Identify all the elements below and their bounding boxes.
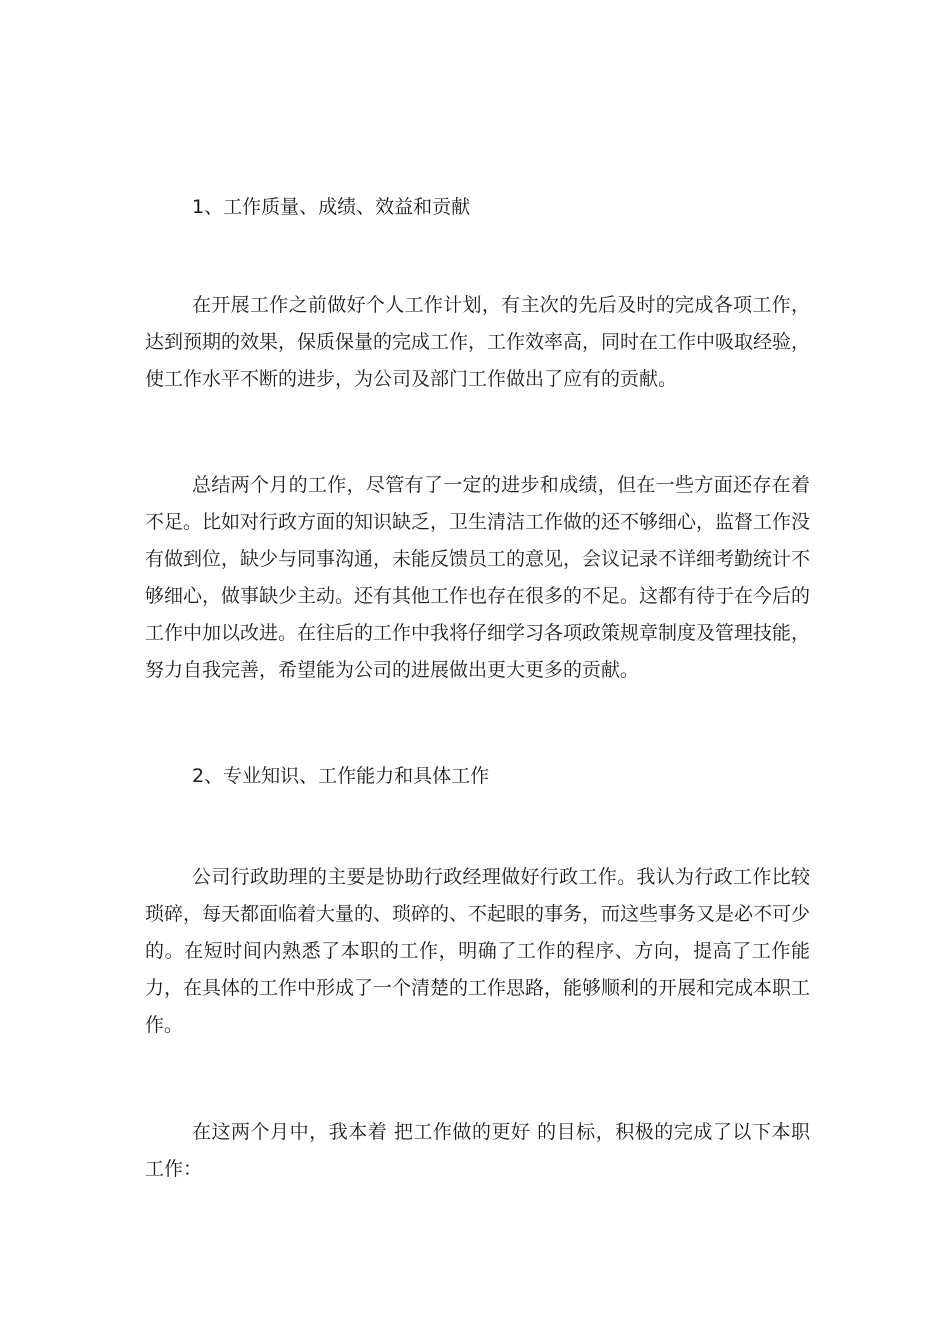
- paragraph-1: 在开展工作之前做好个人工作计划，有主次的先后及时的完成各项工作，达到预期的效果，保质保量的完成工作，工作效率高，同时在工作中吸取经验，使工作水平不断的进步，为公司及部门工作做出了应有的贡献。: [145, 294, 811, 390]
- paragraph-4: 在这两个月中，我本着 把工作做的更好 的目标，积极的完成了以下本职工作：: [145, 1121, 810, 1180]
- paragraph-3: 公司行政助理的主要是协助行政经理做好行政工作。我认为行政工作比较琐碎，每天都面临着大量的、琐碎的、不起眼的事务，而这些事务又是必不可少的。在短时间内熟悉了本职的工作，明确了工作的程序、方向，提高了工作能力，在具体的工作中形成了一个清楚的工作思路，能够顺利的开展和完成本职工作。: [145, 866, 811, 1036]
- paragraph-2: 总结两个月的工作，尽管有了一定的进步和成绩，但在一些方面还存在着不足。比如对行政方面的知识缺乏，卫生清洁工作做的还不够细心，监督工作没有做到位，缺少与同事沟通，未能反馈员工的意见，会议记录不详细考勤统计不够细心，做事缺少主动。还有其他工作也存在很多的不足。这都有待于在今后的工作中加以改进。在往后的工作中我将仔细学习各项政策规章制度及管理技能，努力自我完善，希望能为公司的进展做出更大更多的贡献。: [145, 474, 811, 681]
- section-heading-1: 1、工作质量、成绩、效益和贡献: [192, 196, 471, 218]
- section-heading-2: 2、专业知识、工作能力和具体工作: [192, 765, 490, 787]
